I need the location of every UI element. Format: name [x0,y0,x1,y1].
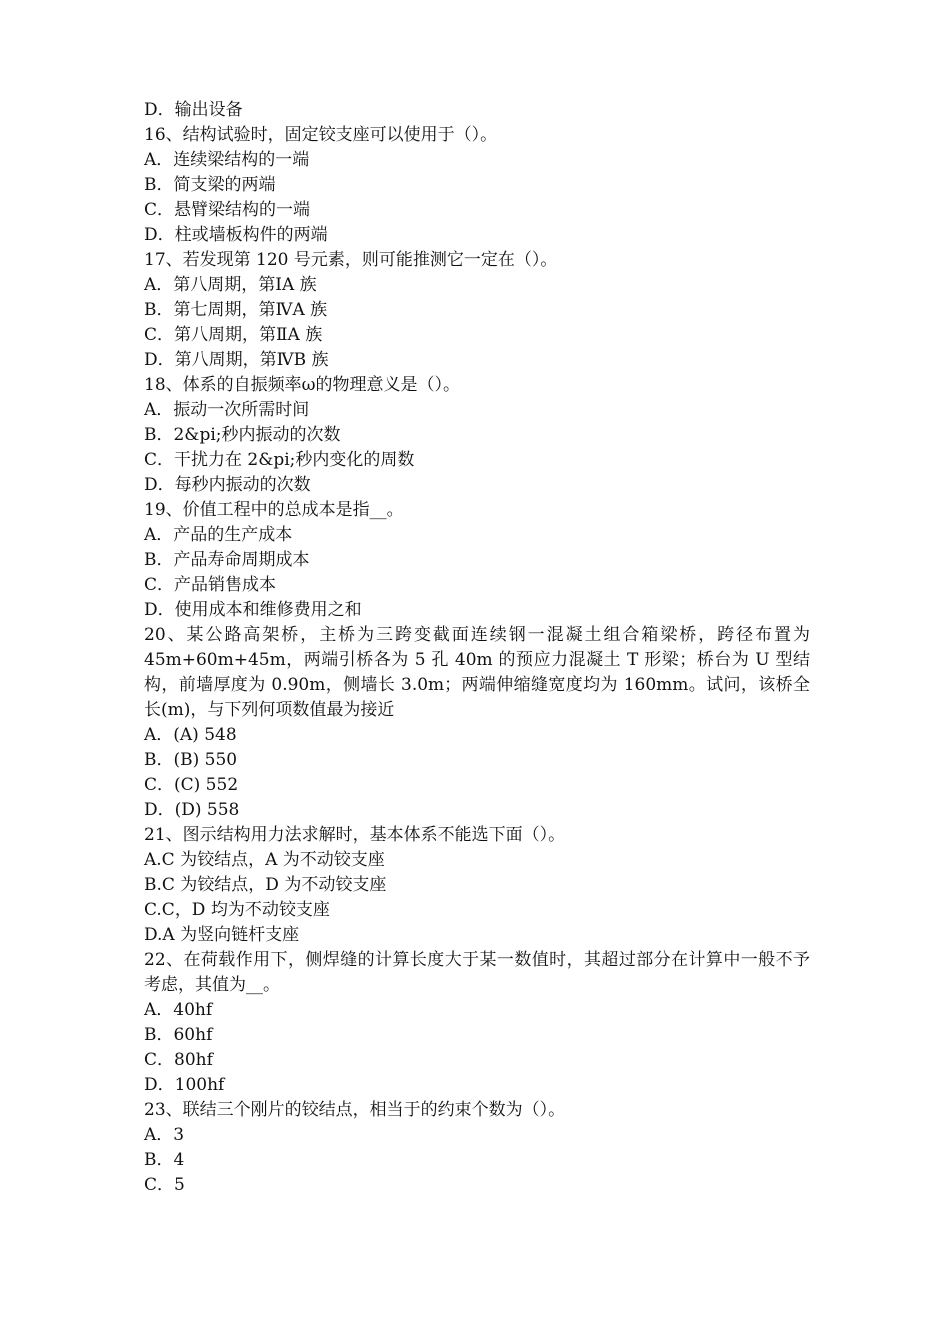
option-line: C．悬臂梁结构的一端 [144,200,311,220]
option-line: B．2&pi;秒内振动的次数 [144,425,341,445]
option-line: D．100hf [144,1075,225,1095]
option-line: C．干扰力在 2&pi;秒内变化的周数 [144,450,415,470]
document-body [144,98,810,1198]
option-line: A.C 为铰结点，A 为不动铰支座 [144,850,385,870]
option-line: C．5 [144,1175,185,1195]
option-line: A．3 [144,1125,185,1145]
option-line: C.C，D 均为不动铰支座 [144,900,330,920]
option-line: A．40hf [144,1000,213,1020]
question-19: 19、价值工程中的总成本是指__。 [144,500,404,520]
option-line: C．产品销售成本 [144,575,277,595]
option-line: A．连续梁结构的一端 [144,150,310,170]
question-17: 17、若发现第 120 号元素，则可能推测它一定在（）。 [144,250,558,270]
option-line: C．80hf [144,1050,213,1070]
option-line: A．振动一次所需时间 [144,400,310,420]
option-line: B．产品寿命周期成本 [144,550,310,570]
option-line: A．(A) 548 [144,725,237,745]
option-line: B．简支梁的两端 [144,175,276,195]
option-line: B．(B) 550 [144,750,238,770]
option-line: C．(C) 552 [144,775,239,795]
question-18: 18、体系的自振频率ω的物理意义是（）。 [144,375,460,395]
option-line: D．(D) 558 [144,800,240,820]
option-line: B.C 为铰结点，D 为不动铰支座 [144,875,387,895]
option-line: D．使用成本和维修费用之和 [144,600,362,620]
question-20: 20、某公路高架桥，主桥为三跨变截面连续钢一混凝土组合箱梁桥，跨径布置为45m+60m+45m，两端引桥各为 5 孔 40m 的预应力混凝土 T 形梁；桥台为 U 型结构，前墙厚度为 0.90m，侧墙长 3.0m；两端伸缩缝宽度均为 160mm。试问，该桥全长(m)，与下列何项数值最为接近 [144,625,810,720]
option-line: A．产品的生产成本 [144,525,293,545]
option-line: B．第七周期，第ⅣA 族 [144,300,328,320]
option-line: D.A 为竖向链杆支座 [144,925,300,945]
option-line: D．输出设备 [144,100,243,120]
option-line: A．第八周期，第ⅠA 族 [144,275,317,295]
option-line: D．柱或墙板构件的两端 [144,225,328,245]
question-16: 16、结构试验时，固定铰支座可以使用于（）。 [144,125,498,145]
question-23: 23、联结三个刚片的铰结点，相当于的约束个数为（）。 [144,1100,566,1120]
option-line: D．第八周期，第ⅣB 族 [144,350,329,370]
option-line: B．60hf [144,1025,213,1045]
question-21: 21、图示结构用力法求解时，基本体系不能选下面（）。 [144,825,566,845]
option-line: B．4 [144,1150,185,1170]
question-22: 22、在荷载作用下，侧焊缝的计算长度大于某一数值时，其超过部分在计算中一般不予考虑，其值为__。 [144,950,810,995]
option-line: D．每秒内振动的次数 [144,475,311,495]
option-line: C．第八周期，第ⅡA 族 [144,325,323,345]
